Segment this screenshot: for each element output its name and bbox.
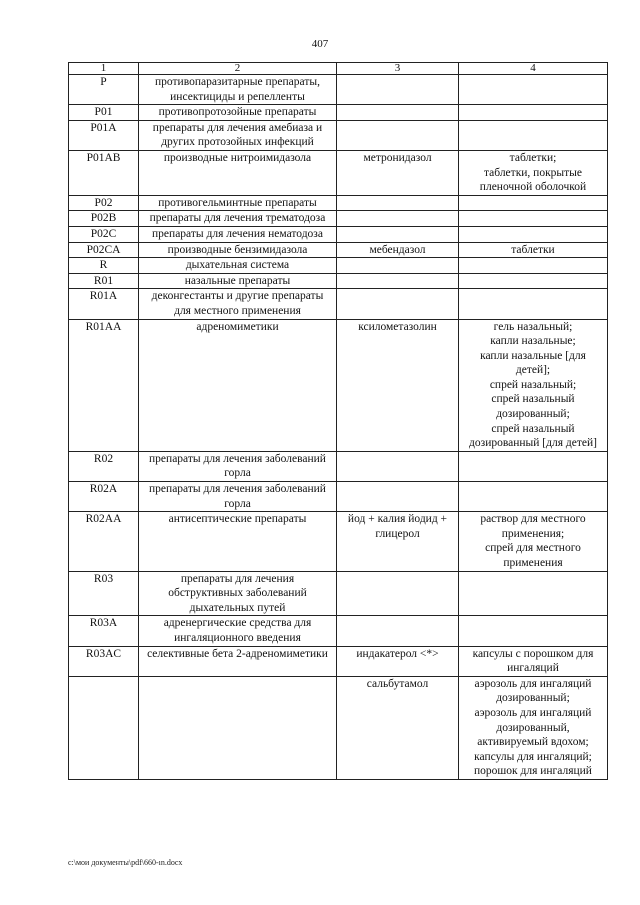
text-line: аэрозоль для ингаляций дозированный; [474, 677, 592, 705]
atc-code-cell: R01A [69, 289, 139, 319]
dosage-form-cell [459, 512, 608, 571]
atc-code-cell: P [69, 75, 139, 105]
atc-code-cell: P01AB [69, 150, 139, 195]
drug-name-cell [337, 211, 459, 227]
drug-name-cell [337, 226, 459, 242]
drug-name-cell [337, 482, 459, 512]
column-header: 2 [139, 63, 337, 75]
group-name-cell: препараты для лечения амебиаза и других протозойных инфекций [139, 120, 337, 150]
table-row [69, 512, 608, 571]
dosage-form-cell [459, 120, 608, 150]
group-name-cell: селективные бета 2-адреномиметики [139, 646, 337, 676]
text-line: аэрозоль для ингаляций дозированный, активируемый вдохом; [474, 706, 592, 749]
dosage-form-cell [459, 451, 608, 481]
dosage-form-cell [459, 195, 608, 211]
text-line: капли назальные [для детей]; [480, 349, 586, 377]
table-row [69, 571, 608, 616]
drug-name-cell [337, 571, 459, 616]
drug-name-cell [337, 258, 459, 274]
drug-name-cell: йод + калия йодид + глицерол [337, 512, 459, 571]
drug-name-cell [337, 451, 459, 481]
drug-name-cell [337, 75, 459, 105]
text-line: раствор для местного применения; [480, 513, 586, 540]
atc-code-cell: R [69, 258, 139, 274]
atc-code-cell: R02 [69, 451, 139, 481]
group-name-cell: производные бензимидазола [139, 242, 337, 258]
dosage-form-cell [459, 75, 608, 105]
group-name-cell: антисептические препараты [139, 512, 337, 571]
drug-name-cell [337, 273, 459, 289]
table-row [69, 258, 608, 274]
table-row [69, 150, 608, 195]
text-line: таблетки, покрытые пленочной оболочкой [479, 166, 587, 194]
table-row [69, 211, 608, 227]
group-name-cell: производные нитроимидазола [139, 150, 337, 195]
text-line: спрей назальный дозированный; [491, 393, 575, 421]
atc-code-cell: R03AC [69, 646, 139, 676]
group-name-cell: противогельминтные препараты [139, 195, 337, 211]
dosage-form-cell [459, 226, 608, 242]
atc-code-cell: P02C [69, 226, 139, 242]
dosage-form-cell [459, 289, 608, 319]
page-number: 407 [311, 38, 329, 50]
atc-code-cell: P02CA [69, 242, 139, 258]
column-header: 3 [337, 63, 459, 75]
atc-code-cell: P02B [69, 211, 139, 227]
drug-name-cell [337, 105, 459, 121]
table-row [69, 646, 608, 676]
dosage-form-cell [459, 258, 608, 274]
atc-code-cell: P02 [69, 195, 139, 211]
group-name-cell: деконгестанты и другие препараты для местного применения [139, 289, 337, 319]
group-name-cell: назальные препараты [139, 273, 337, 289]
dosage-form-cell [459, 105, 608, 121]
table-row [69, 482, 608, 512]
drug-name-cell [337, 195, 459, 211]
atc-code-cell: P01A [69, 120, 139, 150]
text-line: спрей назальный дозированный [для детей] [469, 422, 597, 450]
group-name-cell: препараты для лечения нематодоза [139, 226, 337, 242]
atc-code-cell: R02A [69, 482, 139, 512]
table-row [69, 105, 608, 121]
dosage-form-cell [459, 616, 608, 646]
group-name-cell [139, 676, 337, 779]
drug-name-cell: мебендазол [337, 242, 459, 258]
table-row [69, 120, 608, 150]
dosage-form-cell [459, 273, 608, 289]
text-line: спрей для местного применения [485, 542, 581, 569]
table-row [69, 319, 608, 451]
dosage-form-cell [459, 482, 608, 512]
drug-name-cell [337, 616, 459, 646]
text-line: капсулы для ингаляций; [474, 750, 592, 763]
table-row [69, 195, 608, 211]
atc-code-cell: R02AA [69, 512, 139, 571]
text-line: порошок для ингаляций [474, 765, 592, 778]
drug-name-cell [337, 289, 459, 319]
group-name-cell: противопаразитарные препараты, инсектициды и репелленты [139, 75, 337, 105]
drug-name-cell: индакатерол <*> [337, 646, 459, 676]
drug-name-cell: сальбутамол [337, 676, 459, 779]
text-line: гель назальный; [493, 320, 573, 333]
atc-code-cell: R01 [69, 273, 139, 289]
dosage-form-cell [459, 211, 608, 227]
dosage-form-cell [459, 150, 608, 195]
dosage-form-cell: капсулы с порошком для ингаляций [459, 646, 608, 676]
atc-code-cell [69, 676, 139, 779]
text-line: спрей назальный; [489, 378, 577, 391]
drug-table [68, 62, 608, 780]
dosage-form-cell: таблетки [459, 242, 608, 258]
atc-code-cell: P01 [69, 105, 139, 121]
text-line: капли назальные; [490, 335, 576, 348]
table-row [69, 75, 608, 105]
table-row [69, 676, 608, 779]
group-name-cell: препараты для лечения заболеваний горла [139, 451, 337, 481]
table-header-row [69, 63, 608, 75]
atc-code-cell: R03 [69, 571, 139, 616]
text-line: таблетки; [509, 151, 557, 164]
atc-code-cell: R03A [69, 616, 139, 646]
group-name-cell: адренергические средства для ингаляционного введения [139, 616, 337, 646]
table-row [69, 289, 608, 319]
group-name-cell: препараты для лечения заболеваний горла [139, 482, 337, 512]
dosage-form-cell [459, 319, 608, 451]
table-row [69, 616, 608, 646]
column-header: 1 [69, 63, 139, 75]
drug-name-cell: метронидазол [337, 150, 459, 195]
table-row [69, 451, 608, 481]
table-row [69, 242, 608, 258]
group-name-cell: дыхательная система [139, 258, 337, 274]
group-name-cell: противопротозойные препараты [139, 105, 337, 121]
table-row [69, 226, 608, 242]
atc-code-cell: R01AA [69, 319, 139, 451]
dosage-form-cell [459, 571, 608, 616]
dosage-form-cell [459, 676, 608, 779]
group-name-cell: препараты для лечения трематодоза [139, 211, 337, 227]
group-name-cell: препараты для лечения обструктивных заболеваний дыхательных путей [139, 571, 337, 616]
group-name-cell: адреномиметики [139, 319, 337, 451]
drug-name-cell [337, 120, 459, 150]
table-row [69, 273, 608, 289]
drug-name-cell: ксилометазолин [337, 319, 459, 451]
footer-file-path: c:\мои документы\pdf\660-ın.docx [68, 858, 183, 867]
column-header: 4 [459, 63, 608, 75]
